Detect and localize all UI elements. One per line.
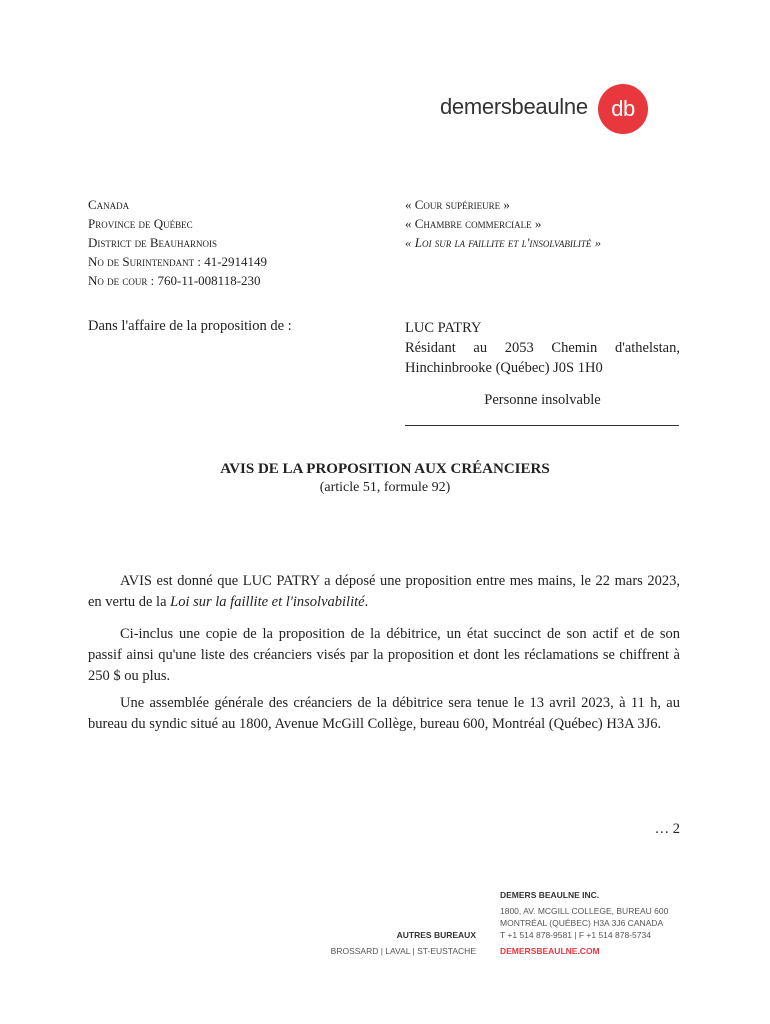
paragraph-proposal-filed [88,571,680,613]
firm-phone: T +1 514 878-9581 | F +1 514 878-5734 [500,930,651,940]
chamber-line: « Chambre commerciale » [405,216,542,231]
debtor-name: LUC PATRY [405,320,482,336]
firm-name: DEMERS BEAULNE INC. [500,890,600,900]
firm-address-line2: MONTRÉAL (QUÉBEC) H3A 3J6 CANADA [500,918,664,928]
paragraph-meeting: Une assemblée générale des créanciers de la débitrice sera tenue le 13 avril 2023, à 11 h, au bureau du syndic situé au 1800, Avenue McGill Collège, bureau 600, Montréal (Québec) H3A 3J6. [88,695,680,732]
firm-logo-wordmark: demersbeaulne [440,94,588,119]
district-line: District de Beauharnois [88,235,218,250]
paragraph-enclosures: Ci-inclus une copie de la proposition de la débitrice, un état succinct de son actif et de son passif ainsi qu'une liste des créanciers visés par la proposition et dont les réclamations se chiffrent à 250 $ ou plus. [88,626,680,684]
notice-subtitle: (article 51, formule 92) [319,480,451,495]
signature-rule [405,425,679,426]
court-identification-block [88,195,348,290]
court-line: « Cour supérieure » [405,197,510,212]
firm-website-link[interactable]: DEMERSBEAULNE.COM [500,946,600,956]
other-offices-list: BROSSARD | LAVAL | ST-EUSTACHE [330,946,476,956]
paragraph-proposal-filed-end: . [364,594,369,610]
province-line: Province de Québec [88,216,193,231]
other-offices-label: AUTRES BUREAUX [396,930,476,940]
other-offices-block [300,929,476,957]
firm-logo-mark: db [598,84,648,134]
debtor-address-line2: Hinchinbrooke (Québec) J0S 1H0 [405,360,603,376]
court-number-line: No de cour : 760-11-008118-230 [88,273,261,288]
debtor-block [405,318,680,378]
notice-title: AVIS DE LA PROPOSITION AUX CRÉANCIERS [220,461,550,477]
superintendent-number-line: No de Surintendant : 41-2914149 [88,254,268,269]
act-line: « Loi sur la faillite et l'insolvabilité » [405,235,602,250]
country-line: Canada [88,197,130,212]
court-name-block [405,195,705,252]
firm-contact-block [500,889,675,957]
matter-label: Dans l'affaire de la proposition de : [88,318,292,334]
firm-address-line1: 1800, AV. MCGILL COLLEGE, BUREAU 600 [500,906,669,916]
act-reference: Loi sur la faillite et l'insolvabilité [170,594,365,610]
debtor-address-line1: Résidant au 2053 Chemin d'athelstan, [405,340,680,356]
debtor-status: Personne insolvable [484,392,601,408]
page-continuation-marker: … 2 [654,821,680,837]
paragraph-proposal-filed-text: AVIS est donné que LUC PATRY a déposé une proposition entre mes mains, le 22 mars 2023, en vertu de la [88,573,680,610]
